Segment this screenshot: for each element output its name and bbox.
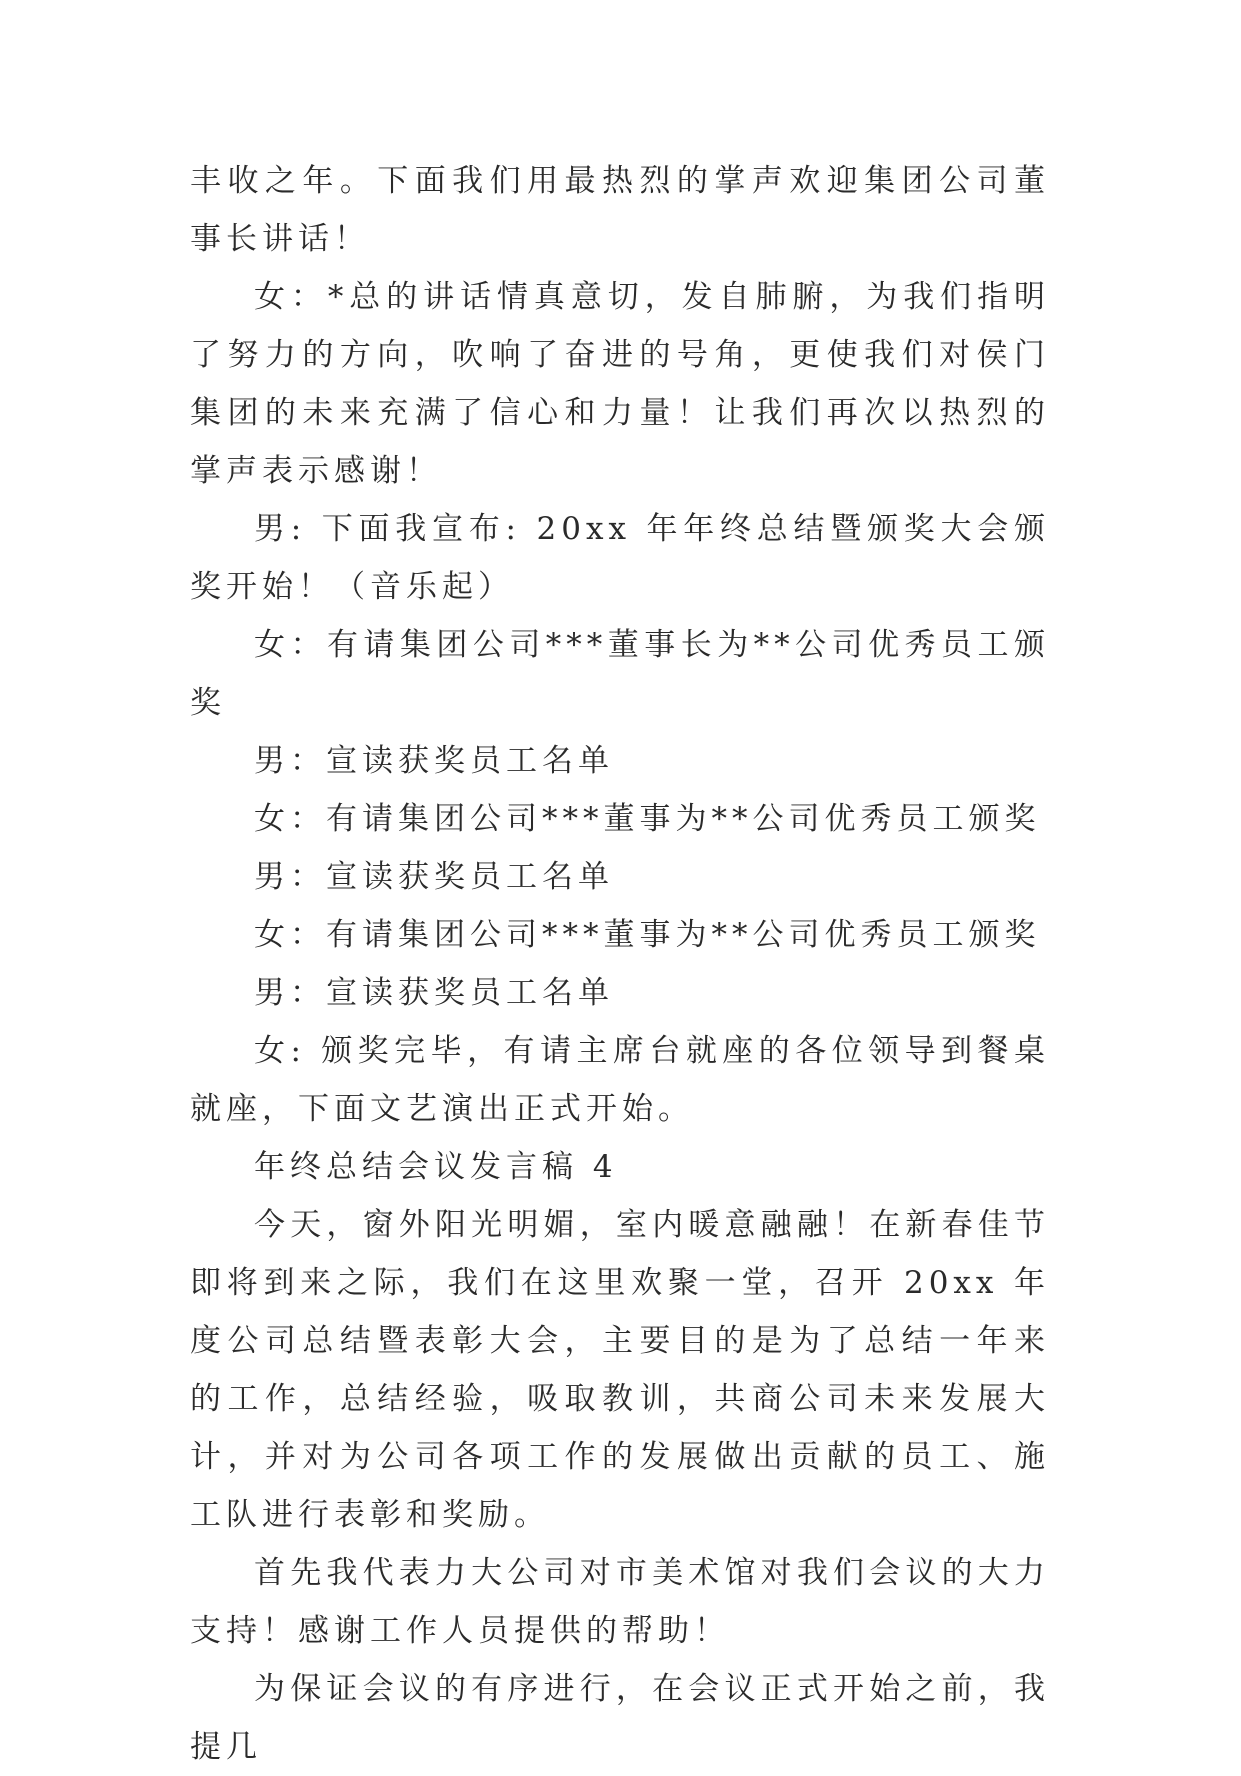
paragraph-read-winners-2: 男：宣读获奖员工名单	[254, 859, 614, 895]
document-body	[190, 152, 1050, 1776]
paragraph-award-invite-2: 女：有请集团公司***董事为**公司优秀员工颁奖	[254, 801, 1041, 837]
paragraph-awards-complete: 女: 颁奖完毕，有请主席台就座的各位领导到餐桌就座，下面文艺演出正式开始。	[190, 1033, 1050, 1127]
paragraph-read-winners-3: 男：宣读获奖员工名单	[254, 975, 614, 1011]
paragraph-award-invite-3: 女：有请集团公司***董事为**公司优秀员工颁奖	[254, 917, 1041, 953]
paragraph-male-host-announcement: 男: 下面我宣布: 20xx 年年终总结暨颁奖大会颁奖开始！（音乐起）	[190, 511, 1050, 605]
paragraph-meeting-order: 为保证会议的有序进行，在会议正式开始之前，我提几	[190, 1671, 1050, 1765]
paragraph-thanks-museum: 首先我代表力大公司对市美术馆对我们会议的大力支持！感谢工作人员提供的帮助！	[190, 1555, 1050, 1649]
section-heading: 年终总结会议发言稿 4	[254, 1149, 618, 1185]
paragraph-continuation: 丰收之年。下面我们用最热烈的掌声欢迎集团公司董事长讲话！	[190, 163, 1050, 257]
paragraph-award-invite-1: 女：有请集团公司***董事长为**公司优秀员工颁奖	[190, 627, 1050, 721]
paragraph-read-winners-1: 男：宣读获奖员工名单	[254, 743, 614, 779]
paragraph-female-host-thanks: 女：*总的讲话情真意切，发自肺腑，为我们指明了努力的方向，吹响了奋进的号角，更使我们对侯门集团的未来充满了信心和力量！让我们再次以热烈的掌声表示感谢！	[190, 279, 1050, 489]
paragraph-opening-remarks: 今天，窗外阳光明媚，室内暖意融融！在新春佳节即将到来之际，我们在这里欢聚一堂，召开 20xx 年度公司总结暨表彰大会，主要目的是为了总结一年来的工作，总结经验，吸取教训，共商公司未来发展大计，并对为公司各项工作的发展做出贡献的员工、施工队进行表彰和奖励。	[190, 1207, 1050, 1533]
